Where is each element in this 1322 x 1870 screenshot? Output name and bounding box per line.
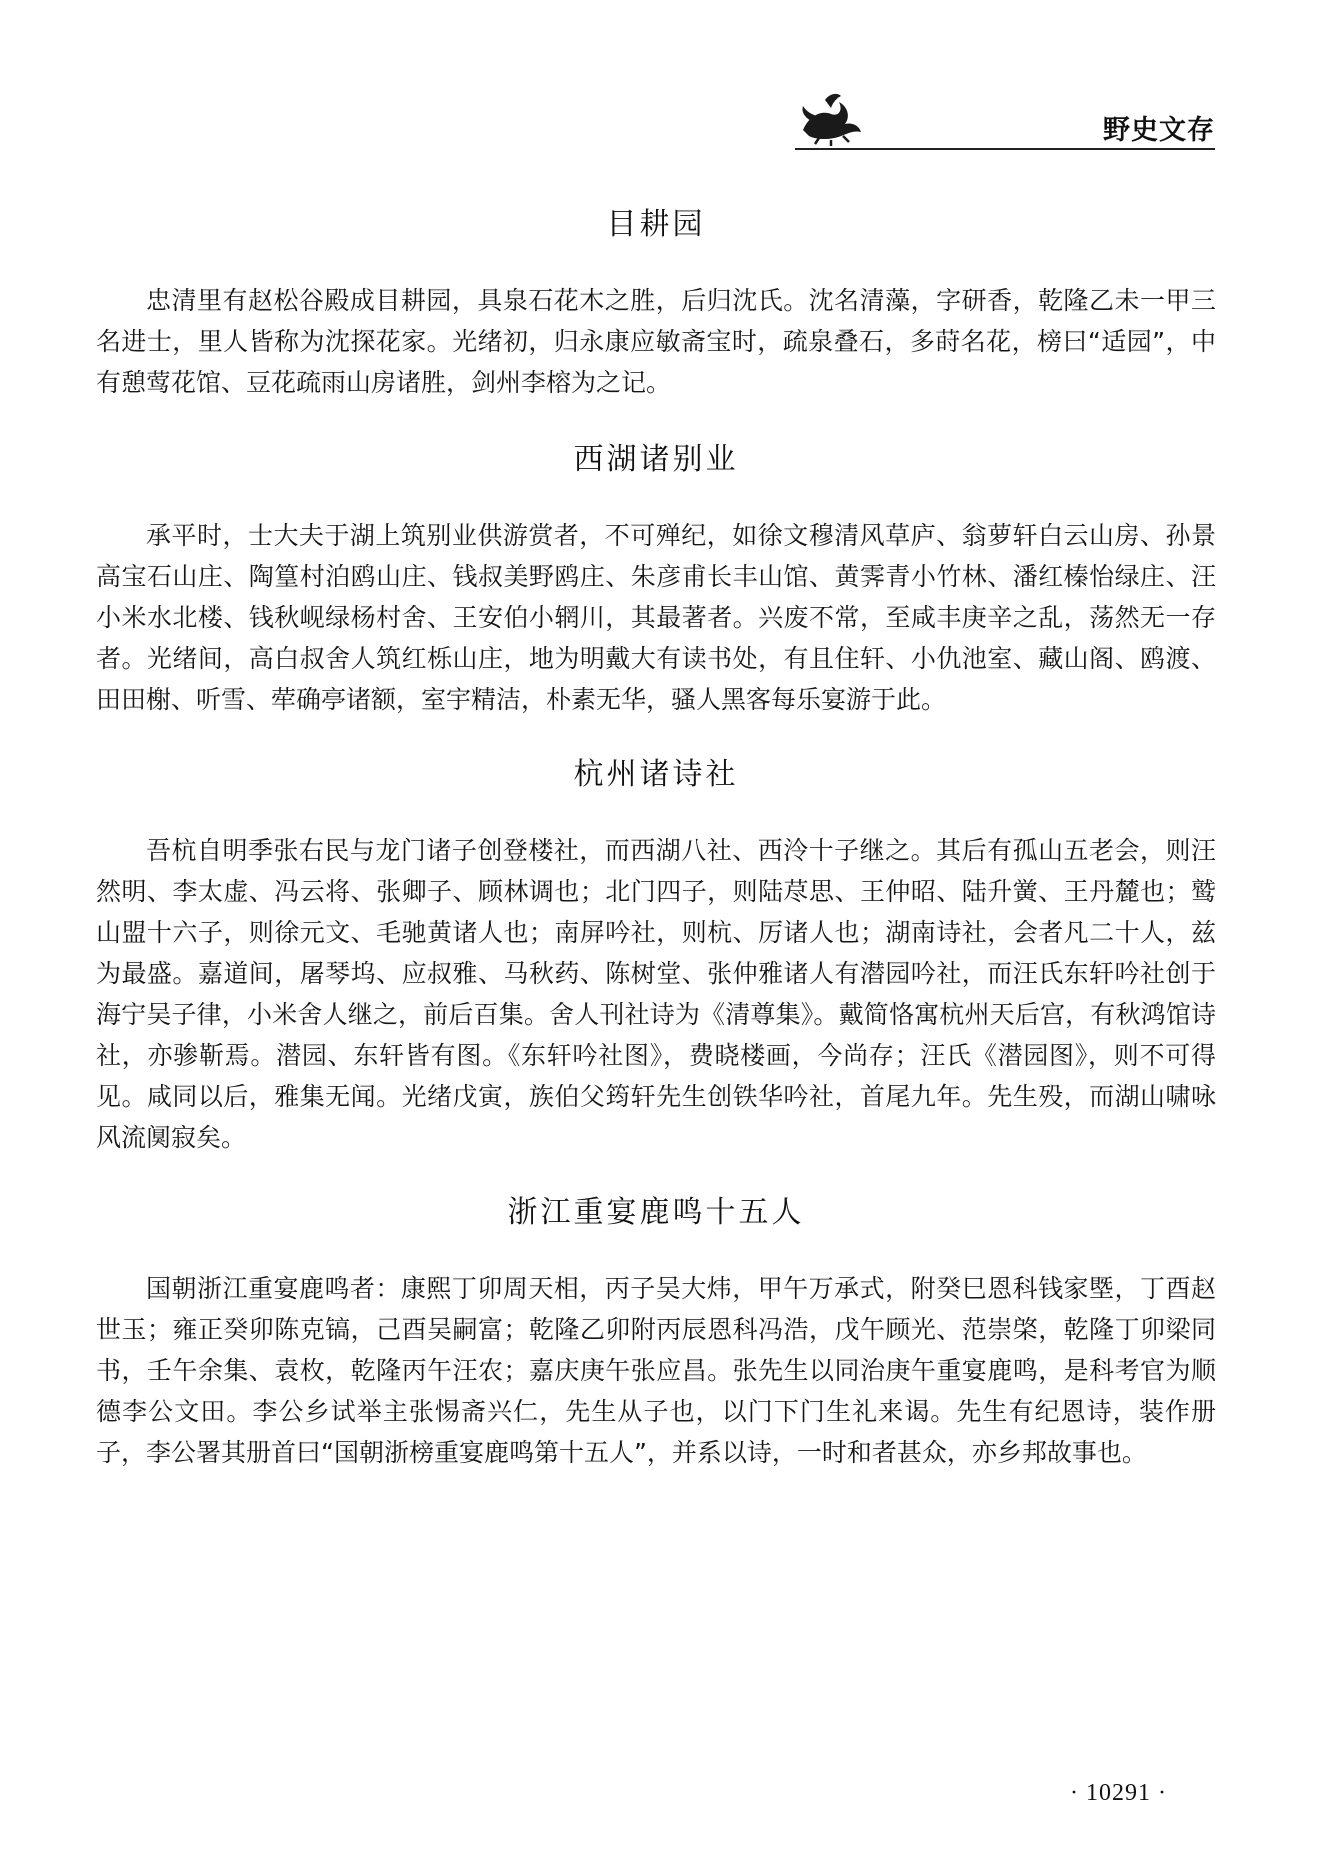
section-paragraph: 忠清里有赵松谷殿成目耕园，具泉石花木之胜，后归沈氏。沈名清藻，字研香，乾隆乙未一甲三名进士，里人皆称为沈探花家。光绪初，归永康应敏斋宝时，疏泉叠石，多莳名花，榜曰“适园”，中有憩莺花馆、豆花疏雨山房诸胜，剑州李榕为之记。 xyxy=(96,286,1216,397)
section-hangzhou-shishe xyxy=(96,750,1216,1158)
running-header-title: 野史文存 xyxy=(1103,115,1215,146)
section-title: 杭州诸诗社 xyxy=(573,757,739,792)
section-mugengyuan xyxy=(96,200,1216,403)
section-title: 浙江重宴鹿鸣十五人 xyxy=(507,1195,805,1230)
running-header xyxy=(795,86,1215,156)
dragon-emblem-icon xyxy=(795,86,865,146)
main-content xyxy=(96,200,1216,1473)
page-number: · 10291 · xyxy=(1070,1780,1167,1806)
section-title: 目耕园 xyxy=(606,207,706,242)
section-paragraph: 吾杭自明季张右民与龙门诸子创登楼社，而西湖八社、西泠十子继之。其后有孤山五老会，则汪然明、李太虚、冯云将、张卿子、顾林调也；北门四子，则陆荩思、王仲昭、陆升黉、王丹麓也；鹫山盟十六子，则徐元文、毛驰黄诸人也；南屏吟社，则杭、厉诸人也；湖南诗社，会者凡二十人，兹为最盛。嘉道间，屠琴坞、应叔雅、马秋药、陈树堂、张仲雅诸人有潜园吟社，而汪氏东轩吟社创于海宁吴子律，小米舍人继之，前后百集。舍人刊社诗为《清尊集》。戴简恪寓杭州天后宫，有秋鸿馆诗社，亦骖靳焉。潜园、东轩皆有图。《东轩吟社图》，费晓楼画，今尚存；汪氏《潜园图》，则不可得见。咸同以后，雅集无闻。光绪戊寅，族伯父筠轩先生创铁华吟社，首尾九年。先生殁，而湖山啸咏风流阒寂矣。 xyxy=(96,836,1216,1152)
header-rule xyxy=(795,148,1215,150)
section-paragraph: 国朝浙江重宴鹿鸣者：康熙丁卯周天相，丙子吴大炜，甲午万承式，附癸巳恩科钱家塈，丁酉赵世玉；雍正癸卯陈克镐，己酉吴嗣富；乾隆乙卯附丙辰恩科冯浩，戊午顾光、范崇棨，乾隆丁卯梁同书，壬午余集、袁枚，乾隆丙午汪农；嘉庆庚午张应昌。张先生以同治庚午重宴鹿鸣，是科考官为顺德李公文田。李公乡试举主张惕斋兴仁，先生从子也，以门下门生礼来谒。先生有纪恩诗，装作册子，李公署其册首曰“国朝浙榜重宴鹿鸣第十五人”，并系以诗，一时和者甚众，亦乡邦故事也。 xyxy=(96,1274,1216,1467)
section-chongyan-luming xyxy=(96,1188,1216,1473)
section-xihu-bieye xyxy=(96,435,1216,720)
section-paragraph: 承平时，士大夫于湖上筑别业供游赏者，不可殚纪，如徐文穆清风草庐、翁萝轩白云山房、孙景高宝石山庄、陶篁村泊鸥山庄、钱叔美野鸥庄、朱彦甫长丰山馆、黄霁青小竹林、潘红榛怡绿庄、汪小米水北楼、钱秋岘绿杨村舍、王安伯小辋川，其最著者。兴废不常，至咸丰庚辛之乱，荡然无一存者。光绪间，高白叔舍人筑红栎山庄，地为明戴大有读书处，有且住轩、小仇池室、藏山阁、鸥渡、田田榭、听雪、荦确亭诸额，室宇精洁，朴素无华，骚人黑客每乐宴游于此。 xyxy=(96,521,1216,714)
section-title: 西湖诸别业 xyxy=(573,442,739,477)
